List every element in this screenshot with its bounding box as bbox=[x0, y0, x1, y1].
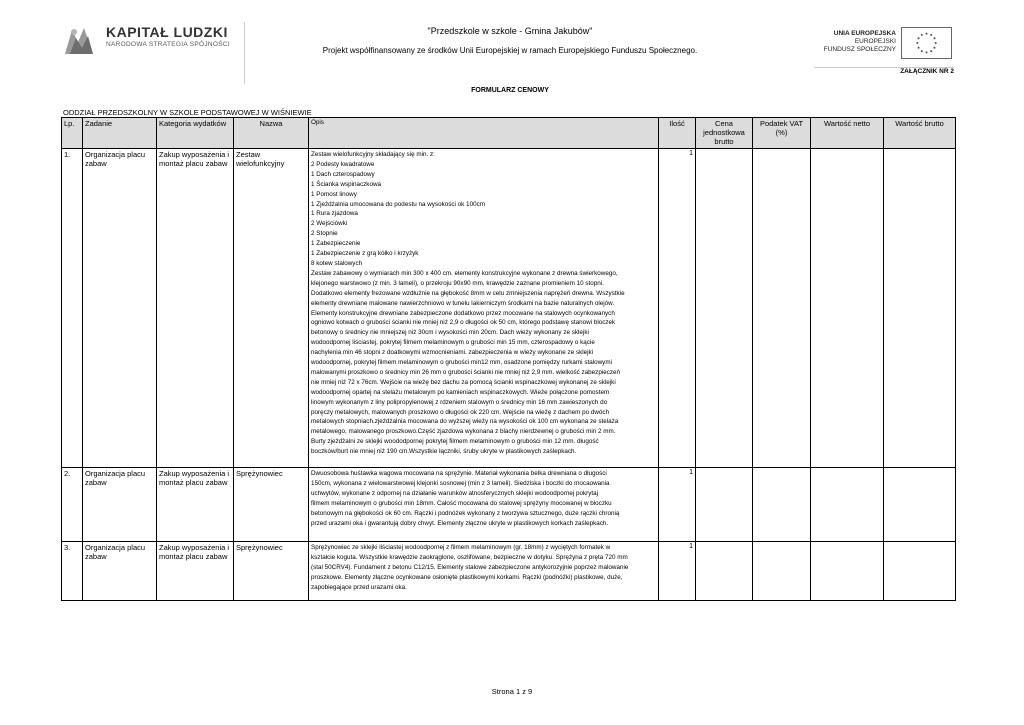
description-line: metalowych stopniach.zjeżdżalnia mocowana do wyższej wieży na wysokości ok 100 cm wykonana ze stelaża bbox=[311, 418, 619, 426]
description-line: kształcie koguta. Wszystkie krawędzie zaokrąglone, oszlifowane, bezpieczne w dotyku. Sprężyna z pręta 720 mm bbox=[311, 553, 628, 561]
table-row bbox=[62, 468, 956, 542]
form-title: FORMULARZ CENOWY bbox=[471, 87, 549, 94]
description-line: betonowy o średnicy nie mniejszej niż 30cm i wysokości min 20cm. Dach wieży wykonany ze sklejki bbox=[311, 329, 589, 337]
cell-net-value bbox=[811, 542, 884, 601]
eu-line-1: UNIA EUROPEJSKA bbox=[833, 30, 896, 37]
description-line: ogniowo kotwach o grubości ścianki nie mniej niż 2,9 o długości ok 50 cm, którego podstawę stanowi bloczek bbox=[311, 319, 616, 327]
description-line: boczków/burt nie mniej niż 190 cm.Wszystkie łączniki, śruby ukryte w plastikowych zaślepkach. bbox=[311, 448, 577, 456]
description-line: nachylenia min 46 stopni z doatkowymi wzmocnieniami. zabezpieczenia w wieży wykonane ze sklejki bbox=[311, 349, 594, 357]
cell-task: Organizacja placu zabaw bbox=[83, 468, 157, 542]
description-line: Dwuosobowa huśtawka wagowa mocowana na sprężynie. Materiał wykonania belka drewniana o długości bbox=[311, 470, 607, 477]
cell-gross-value bbox=[884, 542, 956, 601]
cell-gross-value bbox=[884, 149, 956, 468]
kapital-ludzki-emblem-icon bbox=[62, 24, 96, 58]
description-line: wodoodpornej, pokrytej filmem melaminowym o grubości min12 mm, osadzone pomiędzy rurkami stalowymi bbox=[311, 359, 612, 367]
table-header-row bbox=[62, 118, 956, 149]
description-line: zapobiegające przed urazami oka. bbox=[311, 583, 407, 591]
header-description: Opis bbox=[309, 118, 659, 149]
annex-label: ZAŁĄCZNIK NR 2 bbox=[900, 68, 954, 75]
description-line: 1 Zabezpieczenie z grą kółko i krzyżyk bbox=[311, 250, 419, 258]
description-line: 2 Wejściówki bbox=[311, 220, 348, 228]
cell-vat bbox=[753, 542, 811, 601]
description-line: Zestaw zabawowy o wymiarach min 300 x 400 cm. elementy konstrukcyjne wykonane z drewna świerkowego, bbox=[311, 269, 618, 277]
section-title: ODDZIAŁ PRZEDSZKOLNY W SZKOLE PODSTAWOWEJ W WIŚNIEWIE bbox=[63, 108, 312, 117]
header-unit-price: Cena jednostkowa brutto bbox=[696, 118, 753, 149]
description-line: 1 Pomost linowy bbox=[311, 190, 357, 198]
eu-flag-icon bbox=[901, 27, 952, 59]
description-line: 150cm, wykonana z wielowarstwowej klejonki sosnowej (min z 3 lameli). Siedziska i boczki do mocaowania bbox=[311, 479, 610, 487]
cell-name: Zestaw wielofunkcyjny bbox=[234, 149, 309, 468]
description-line: przed urazami oka i gwarantują dobry chwyt. Elementy złączne ukryte w plastikowych korkach zaślepkach. bbox=[311, 519, 609, 527]
table-row bbox=[62, 542, 956, 601]
cell-unit-price bbox=[696, 149, 753, 468]
cell-name: Sprężynowiec bbox=[234, 468, 309, 542]
description-line: filmem melaminowym o grubości min 18mm. Całość mocowana do stalowej sprężyny mocowanej w bloczku bbox=[311, 499, 612, 507]
description-line: metalowego, malowanego proszkowo.Część zjazdowa wykonana z blachy nierdzewnej o grubości min 2 mm. bbox=[311, 428, 616, 436]
eu-line-3: FUNDUSZ SPOŁECZNY bbox=[823, 46, 896, 53]
description-line: 1 Dach czterospadowy bbox=[311, 170, 375, 178]
description-line: uchwytów, wykonane z odpornej na działanie warunków atnosferycznych sklejki wodoodpornej pokrytaj bbox=[311, 489, 599, 497]
description-line: 1 Zabezpieczenie bbox=[311, 240, 361, 248]
cell-net-value bbox=[811, 468, 884, 542]
description-line: poręczy metalowych, malowanych proszkowo o długości ok 220 cm. Wejście na wieżę z dachem po dwóch bbox=[311, 408, 610, 416]
description-line: Elementy konstrukcyjne drewniane zabezpieczone dodatkowo przez mocowane na stalowych ocynkowanych bbox=[311, 309, 615, 317]
description-line: linowym wykonanym z liny polipropylenowej z rdzeniem stalowym o średnicy min 16 mm zawieszonych do bbox=[311, 398, 608, 406]
logo-title: KAPITAŁ LUDZKI bbox=[106, 24, 228, 40]
logo-subtitle: NARODOWA STRATEGIA SPÓJNOŚCI bbox=[106, 41, 230, 48]
description-line: betonowym na głębokości ok 60 cm. Rączki i podnóżek wykonany z tworzywa sztucznego, duże rączki chronią bbox=[311, 509, 620, 517]
description-line: 1 Zjeżdżalnia umocowana do podestu na wysokości ok 100cm bbox=[311, 200, 485, 208]
description-line: malowanymi proszkowo o średnicy min 26 mm o grubości ścianki nie mniej niż 2,9 mm. wielkość zabezpieczeń bbox=[311, 368, 621, 376]
cell-quantity: 1 bbox=[659, 149, 696, 468]
description-line: 1 Ścianka wspinaczkowa bbox=[311, 180, 382, 188]
table-row bbox=[62, 149, 956, 468]
cell-task: Organizacja placu zabaw bbox=[83, 542, 157, 601]
description-line: nie mniej niż 72 x 76cm. Wejście na wieżę bez dachu za pomocą ścianki wspinaczkowej wykonanej ze sklejki bbox=[311, 378, 616, 386]
cell-category: Zakup wyposażenia i montaż placu zabaw bbox=[157, 149, 234, 468]
cell-gross-value bbox=[884, 468, 956, 542]
cell-quantity: 1 bbox=[659, 542, 696, 601]
description-line: 2 Podesty kwadratowe bbox=[311, 160, 375, 168]
cofinancing-note: Projekt współfinansowany ze środków Unii Europejskiej w ramach Europejskiego Funduszu Społecznego. bbox=[322, 46, 698, 55]
eu-line-2: EUROPEJSKI bbox=[854, 38, 896, 45]
header-vat: Podatek VAT (%) bbox=[753, 118, 811, 149]
description-line: wodoodpornej opartej na stelażu metalowym po kamieniach wspinaczkowych. Wieże połączone pomostem bbox=[311, 388, 610, 396]
cell-name: Sprężynowiec bbox=[234, 542, 309, 601]
project-title: "Przedszkole w szkole - Gmina Jakubów" bbox=[427, 26, 593, 36]
header-net-value: Wartość netto bbox=[811, 118, 884, 149]
header-gross-value: Wartość brutto bbox=[884, 118, 956, 149]
header-divider bbox=[244, 22, 245, 84]
cell-description bbox=[309, 468, 659, 542]
header-quantity: Ilość bbox=[659, 118, 696, 149]
cell-lp: 3. bbox=[62, 542, 83, 601]
header-category: Kategoria wydatków bbox=[157, 118, 234, 149]
header-lp: Lp. bbox=[62, 118, 83, 149]
cell-description bbox=[309, 149, 659, 468]
description-line: 1 Rura zjazdowa bbox=[311, 210, 358, 218]
eu-logo-text bbox=[820, 30, 896, 54]
cell-lp: 2. bbox=[62, 468, 83, 542]
cell-unit-price bbox=[696, 468, 753, 542]
cell-vat bbox=[753, 149, 811, 468]
description-line: wodoodpornej liściastej, pokrytej filmem melaminowym o grubości min 15 mm, czterospadowy o kącie bbox=[311, 339, 595, 347]
cell-net-value bbox=[811, 149, 884, 468]
cell-category: Zakup wyposażenia i montaż placu zabaw bbox=[157, 542, 234, 601]
description-line: klejonego warstwowo (z min. 3 lameli), o przekroju 90x90 mm, krawędzie zaznane promieniem 10 stopni. bbox=[311, 279, 604, 287]
page-number: Strona 1 z 9 bbox=[491, 687, 533, 696]
cell-quantity: 1 bbox=[659, 468, 696, 542]
cell-unit-price bbox=[696, 542, 753, 601]
kapital-ludzki-logo bbox=[62, 22, 232, 62]
header-name: Nazwa bbox=[234, 118, 309, 149]
description-line: 8 kotew stalowych bbox=[311, 259, 363, 267]
cell-lp: 1. bbox=[62, 149, 83, 468]
description-line: 2 Stopnie bbox=[311, 230, 338, 238]
cell-vat bbox=[753, 468, 811, 542]
price-table bbox=[61, 117, 956, 601]
description-line: Burty zjeżdżalni ze sklejki woododpornej pokrytej filmem melaminowym o grubości min 12 mm. długość bbox=[311, 438, 599, 446]
description-line: proszkowe. Elementy złączne ocynkowane osłonięte plastikowymi korkami. Rączki (podnóżki) plastikowe, duże, bbox=[311, 573, 623, 581]
description-line: Sprężynowiec ze sklejki liściastej wodoodpornej z filmem melaminowym (gr. 18mm) z wyciętych formatek w bbox=[311, 544, 611, 551]
cell-category: Zakup wyposażenia i montaż placu zabaw bbox=[157, 468, 234, 542]
header-task: Zadanie bbox=[83, 118, 157, 149]
cell-description bbox=[309, 542, 659, 601]
cell-task: Organizacja placu zabaw bbox=[83, 149, 157, 468]
description-line: (stal 50CRV4). Fundament z betonu C12/15. Elementy stalowe zabezpieczone antykorozyjnie poprzez malowanie bbox=[311, 563, 629, 571]
description-line: Dodatkowo elementy frezowane wzdłużnie na głębokość 8mm w celu zmniejszenia naprężeń drewna. Wszystkie bbox=[311, 289, 625, 297]
description-line: Zestaw wielofunkcyjny składający się min. z: bbox=[311, 151, 435, 158]
description-line: elementy drewniane malowane nawierzchniowo w tunelu lakierniczym środkami na bazie naturalnych olejów. bbox=[311, 299, 615, 307]
